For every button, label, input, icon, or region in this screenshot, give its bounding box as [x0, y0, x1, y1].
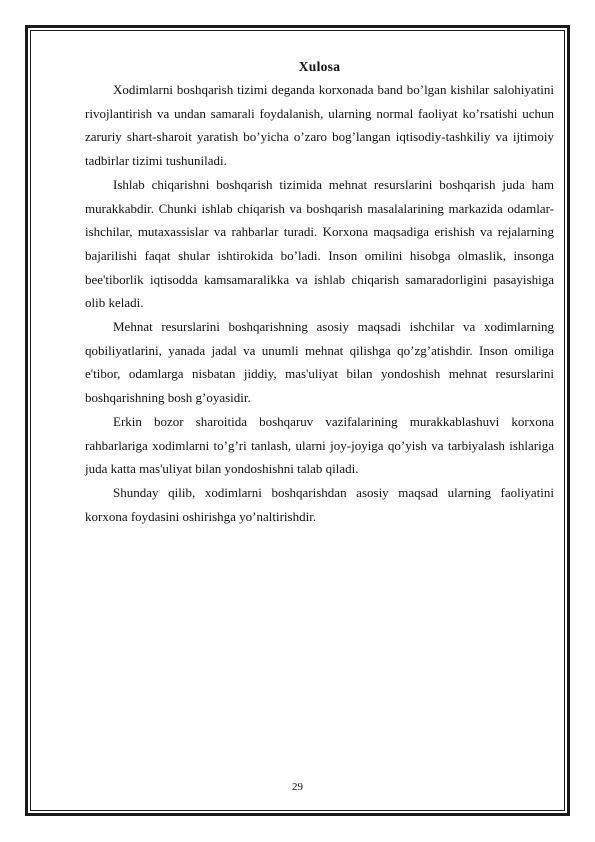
section-title: Xulosa: [298, 59, 341, 74]
paragraph-3: Mehnat resurslarini boshqarishning asosiy maqsadi ishchilar va xodimlarning qobiliyatlarini, yanada jadal va unumli mehnat qilishga qo’zg’atishdir. Inson omiliga e'tibor, odamlarga nisbatan jiddiy, mas'uliyat bilan yondoshish mehnat resurslarini boshqarishning bosh g’oyasidir.: [85, 319, 554, 406]
page-number: 29: [292, 781, 303, 793]
page-content: [85, 56, 554, 528]
paragraph-5: Shunday qilib, xodimlarni boshqarishdan asosiy maqsad ularning faoliyatini korxona foydasini oshirishga yo’naltirishdir.: [85, 484, 554, 524]
paragraph-4: Erkin bozor sharoitida boshqaruv vazifalarining murakkablashuvi korxona rahbarlariga xodimlarni to’g’ri tanlash, ularni joy-joyiga qo’yish va tarbiyalash ishlariga juda katta mas'uliyat bilan yondoshishni talab qiladi.: [85, 413, 554, 477]
paragraph-1: Xodimlarni boshqarish tizimi deganda korxonada band bo’lgan kishilar salohiyatini rivojlantirish va undan samarali foydalanish, ularning normal faoliyat ko’rsatishi uchun zaruriy shart-sharoit yaratish bo’yicha o’zaro bog’langan iqtisodiy-tashkiliy va ijtimoiy tadbirlar tizimi tushuniladi.: [85, 82, 554, 169]
paragraph-2: Ishlab chiqarishni boshqarish tizimida mehnat resurslarini boshqarish juda ham murakkabdir. Chunki ishlab chiqarish va boshqarish masalalarining markazida odamlar-ishchilar, mutaxassislar va rahbarlar turadi. Korxona maqsadiga erishish va rejalarning bajarilishi faqat shular ishtirokida bo’ladi. Inson omilini hisobga olmaslik, insonga bee'tiborlik iqtisodda kamsamaralikka va ishlab chiqarish samaradorligini pasayishiga olib keladi.: [85, 176, 554, 311]
